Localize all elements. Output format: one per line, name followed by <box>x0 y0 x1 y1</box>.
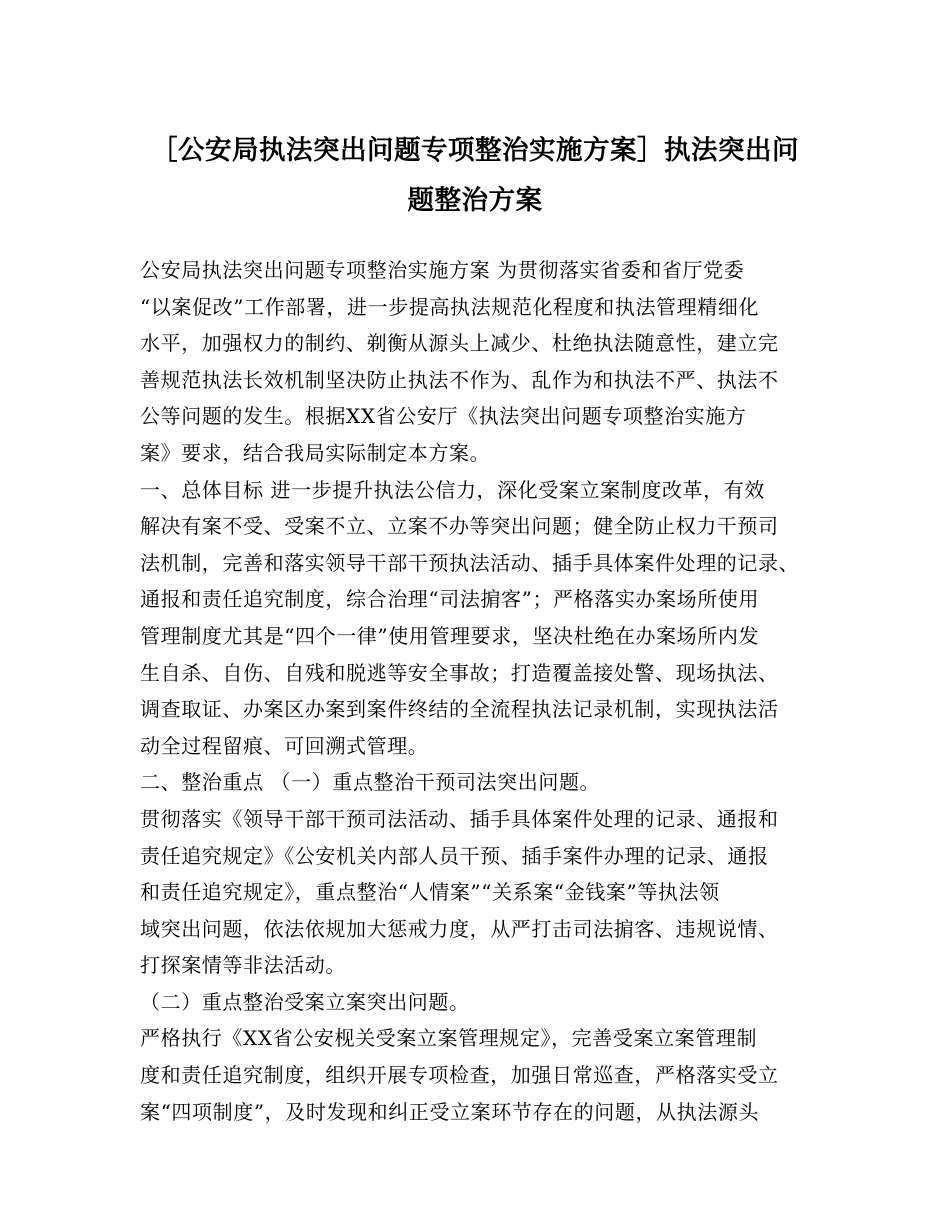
body-line: 一、总体目标 进一步提升执法公信力，深化受案立案制度改革，有效 <box>140 477 765 502</box>
body-line: 水平，加强权力的制约、剃衡从源头上减少、杜绝执法随意性，建立完 <box>140 331 779 356</box>
body-line: 案》要求，结合我局实际制定本方案。 <box>140 440 491 465</box>
title-line-1: ［公安局执法突出问题专项整治实施方案］执法突出问 <box>151 135 799 166</box>
document-title <box>120 126 830 226</box>
body-line: 法机制，完善和落实领导干部干预执法活动、插手具体案件处理的记录、 <box>140 550 800 575</box>
body-line: 度和责任追究制度，组织开展专项检查，加强日常巡查，严格落实受立 <box>140 1063 779 1088</box>
body-line: 生自杀、自伤、自残和脱逃等安全事故；打造覆盖接处警、现场执法、 <box>140 660 779 685</box>
body-line: （二）重点整治受案立案突出问题。 <box>140 989 470 1014</box>
body-line: 调查取证、办案区办案到案件终结的全流程执法记录机制，实现执法活 <box>140 697 779 722</box>
body-line: “以案促改”工作部署，进一步提高执法规范化程度和执法管理精细化 <box>140 294 760 319</box>
body-line: 动全过程留痕、可回溯式管理。 <box>140 733 429 758</box>
body-line: 域突出问题，依法依规加大惩戒力度，从严打击司法掮客、违规说情、 <box>140 916 779 941</box>
body-line: 案“四项制度”，及时发现和纠正受立案环节存在的问题，从执法源头 <box>140 1099 760 1124</box>
body-line: 善规范执法长效机制坚决防止执法不作为、乱作为和执法不严、执法不 <box>140 367 779 392</box>
body-line: 通报和责任追究制度，综合治理“司法掮客”；严格落实办案场所使用 <box>140 587 760 612</box>
body-line: 解决有案不受、受案不立、立案不办等突出问题；健全防止权力干预司 <box>140 514 779 539</box>
document-body <box>140 252 820 1130</box>
body-line: 贯彻落实《领导干部干预司法活动、插手具体案件处理的记录、通报和 <box>140 806 779 831</box>
body-line: 公安局执法突出问题专项整治实施方案 为贯彻落实省委和省厅党委 <box>140 258 745 282</box>
body-line: 二、整治重点 （一）重点整治干预司法突出问题。 <box>140 770 601 795</box>
title-line-2: 题整治方案 <box>407 185 543 216</box>
body-line: 和责任追究规定》，重点整治“人情案”“关系案“金钱案”等执法领 <box>140 880 720 905</box>
body-line: 公等问题的发生。根据XX省公安厅《执法突出问题专项整治实施方 <box>140 404 747 429</box>
body-line: 责任追究规定》《公安机关内部人员干预、插手案件办理的记录、通报 <box>140 843 769 868</box>
body-line: 严格执行《XX省公安枧关受案立案管理规定》，完善受案立案管理制 <box>140 1026 758 1051</box>
body-line: 打探案情等非法活动。 <box>140 953 346 978</box>
body-line: 管理制度尤其是“四个一律”使用管理要求，坚决杜绝在办案场所内发 <box>140 623 760 648</box>
